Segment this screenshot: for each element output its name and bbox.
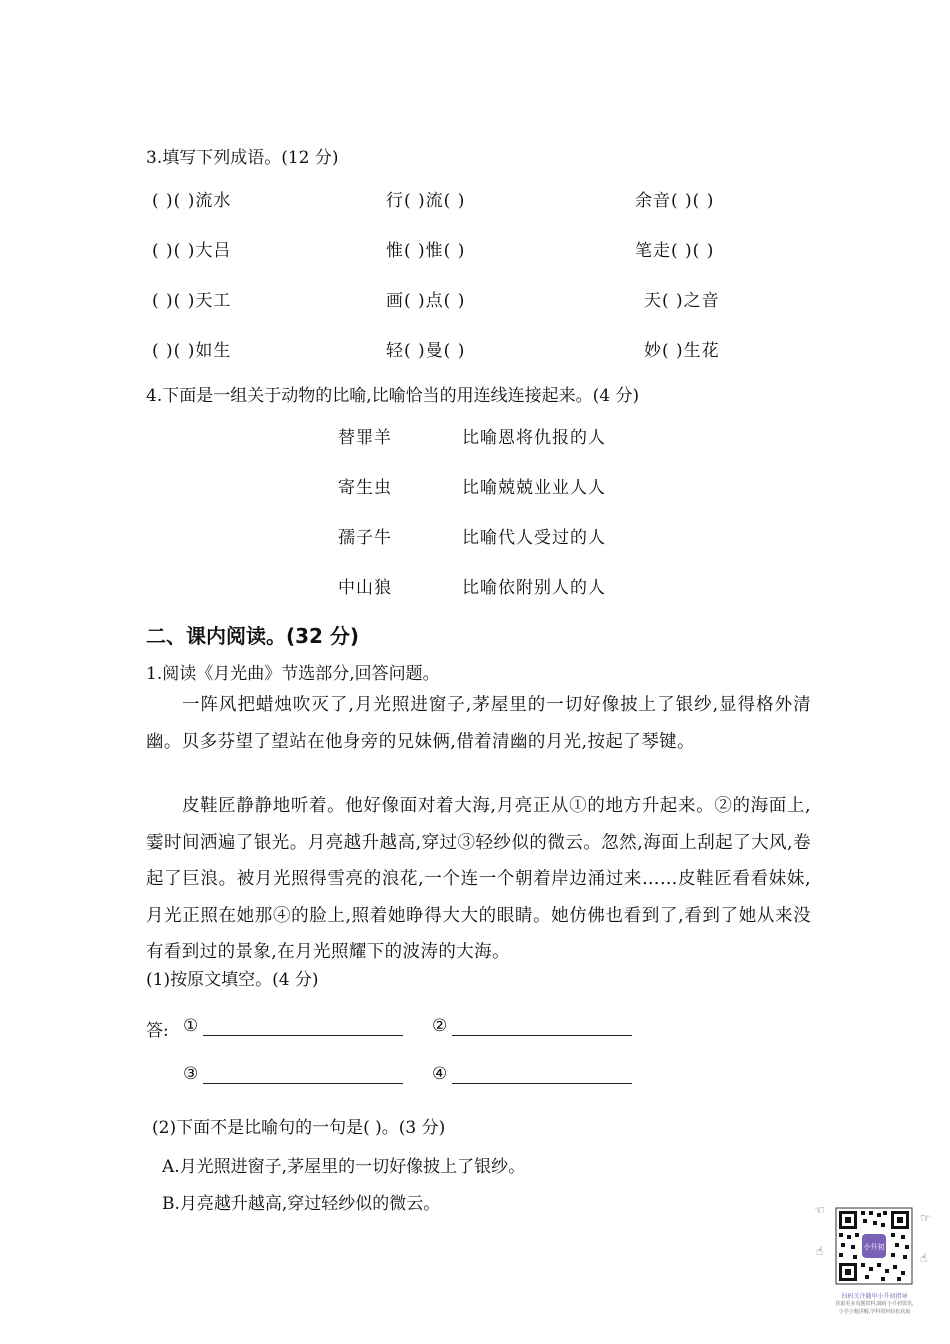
idiom-r1-c2: 行( )流( ) (386, 191, 466, 211)
qr-code-image (812, 1200, 937, 1290)
qr-code-block (812, 1200, 937, 1335)
qr-caption-line-3: 小学小题讲解,学科资料轻松获取 (838, 1309, 911, 1315)
answer-blank-1[interactable] (203, 1035, 403, 1036)
sub-question-2-title: (2)下面不是比喻句的一句是( )。(3 分) (152, 1118, 446, 1138)
reading-question-1-title: 1.阅读《月光曲》节选部分,回答问题。 (146, 664, 440, 684)
blank-mark-4: ④ (432, 1064, 448, 1084)
blank-mark-1: ① (183, 1016, 199, 1036)
idiom-r3-c1: ( )( )天工 (152, 291, 232, 311)
animal-item: 中山狼 (338, 578, 392, 598)
passage-paragraph-1: 一阵风把蜡烛吹灭了,月光照进窗子,茅屋里的一切好像披上了银纱,显得格外清幽。贝多芬望了望站在他身旁的兄妹俩,借着清幽的月光,按起了琴键。 (146, 695, 811, 752)
meaning-item: 比喻代人受过的人 (462, 528, 606, 548)
idiom-r3-c3: 天( )之音 (644, 291, 720, 311)
svg-text:☝: ☝ (920, 1251, 928, 1265)
idiom-r2-c2: 惟( )惟( ) (386, 241, 466, 261)
qr-caption-line-2: 获取更多真题资料,随时小升初资讯, (835, 1301, 914, 1307)
svg-text:☜: ☜ (814, 1203, 825, 1217)
idiom-r4-c1: ( )( )如生 (152, 341, 232, 361)
blank-mark-3: ③ (183, 1064, 199, 1084)
idiom-r4-c2: 轻( )曼( ) (386, 341, 466, 361)
meaning-item: 比喻依附别人的人 (462, 578, 606, 598)
meaning-item: 比喻恩将仇报的人 (462, 428, 606, 448)
answer-blank-4[interactable] (452, 1083, 632, 1084)
idiom-r2-c1: ( )( )大吕 (152, 241, 232, 261)
qr-caption-line-1: 扫码关注随申小升初指导 (841, 1293, 908, 1300)
section-2-title: 二、课内阅读。(32 分) (146, 624, 360, 648)
meaning-item: 比喻兢兢业业人人 (462, 478, 606, 498)
idiom-r4-c3: 妙( )生花 (644, 341, 720, 361)
option-a: A.月光照进窗子,茅屋里的一切好像披上了银纱。 (162, 1157, 526, 1177)
svg-text:小升初: 小升初 (863, 1243, 885, 1251)
passage-paragraph-2: 皮鞋匠静静地听着。他好像面对着大海,月亮正从①的地方升起来。②的海面上,霎时间洒遍了银光。月亮越升越高,穿过③轻纱似的微云。忽然,海面上刮起了大风,卷起了巨浪。被月光照得雪亮的浪花,一个连一个朝着岸边涌过来……皮鞋匠看看妹妹,月光正照在她那④的脸上,照着她睁得大大的眼睛。她仿佛也看到了,看到了她从来没有看到过的景象,在月光照耀下的波涛的大海。 (146, 796, 811, 962)
question-4-title: 4.下面是一组关于动物的比喻,比喻恰当的用连线连接起来。(4 分) (146, 386, 640, 406)
sub-question-1-title: (1)按原文填空。(4 分) (146, 970, 319, 990)
idiom-r1-c1: ( )( )流水 (152, 191, 232, 211)
animal-item: 孺子牛 (338, 528, 392, 548)
idiom-r3-c2: 画( )点( ) (386, 291, 466, 311)
svg-text:☝: ☝ (816, 1244, 824, 1258)
answer-label: 答: (146, 1021, 169, 1041)
svg-text:☞: ☞ (920, 1211, 931, 1225)
animal-item: 寄生虫 (338, 478, 392, 498)
answer-blank-3[interactable] (203, 1083, 403, 1084)
question-3-title: 3.填写下列成语。(12 分) (146, 148, 339, 168)
idiom-r2-c3: 笔走( )( ) (635, 241, 715, 261)
animal-item: 替罪羊 (338, 428, 392, 448)
answer-blank-2[interactable] (452, 1035, 632, 1036)
idiom-r1-c3: 余音( )( ) (635, 191, 715, 211)
option-b: B.月亮越升越高,穿过轻纱似的微云。 (162, 1194, 441, 1214)
blank-mark-2: ② (432, 1016, 448, 1036)
